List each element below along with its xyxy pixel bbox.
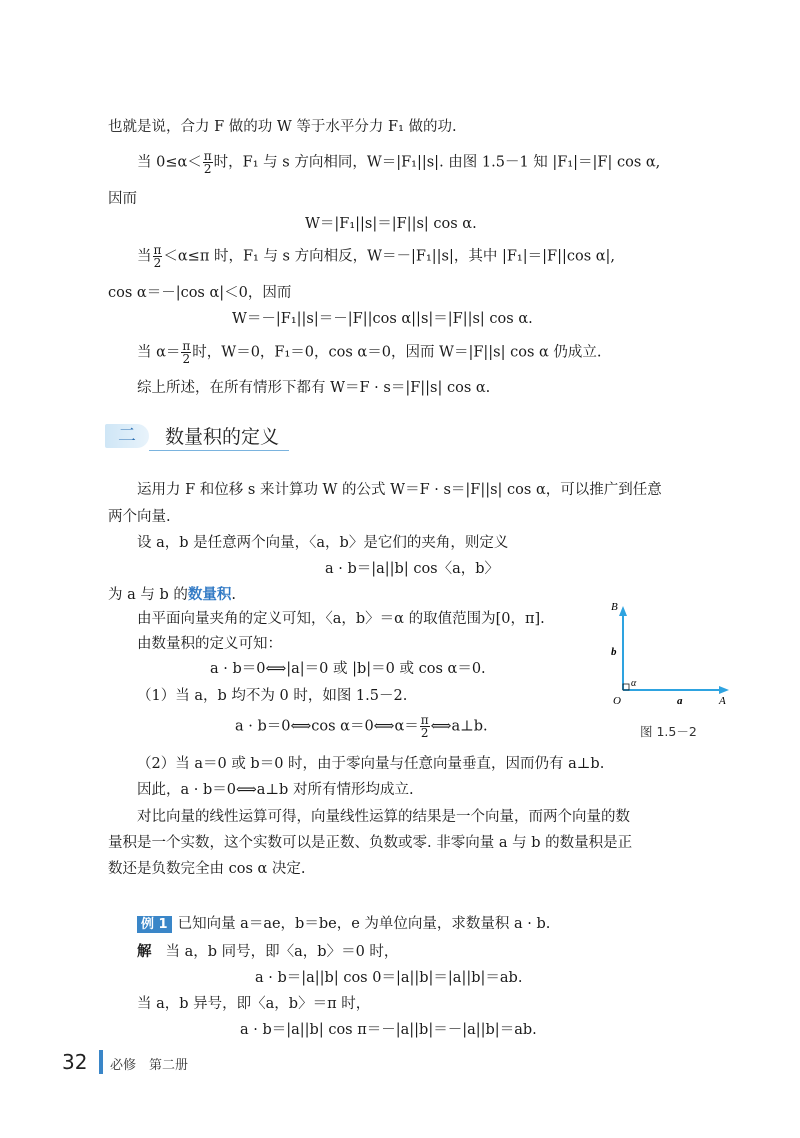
- fraction-numerator: π: [182, 339, 191, 353]
- section-number: 二: [105, 424, 149, 448]
- text-line: （2）当 a＝0 或 b＝0 时，由于零向量与任意向量垂直，因而仍有 a⊥b.: [137, 756, 605, 772]
- fraction: [203, 150, 213, 175]
- text-line: （1）当 a，b 均不为 0 时，如图 1.5－2.: [137, 688, 408, 704]
- section-underline: [149, 450, 289, 451]
- footer-accent-bar: [99, 1050, 103, 1074]
- formula: W＝|F₁||s|＝|F||s| cos α.: [305, 216, 477, 232]
- text-line: 对比向量的线性运算可得，向量线性运算的结果是一个向量，而两个向量的数: [137, 809, 630, 825]
- fraction-denominator: 2: [420, 726, 429, 740]
- text-fragment: 当 α＝: [137, 344, 181, 361]
- vector-a-arrowhead: [719, 686, 729, 694]
- label-a: a: [677, 695, 683, 707]
- example-badge: 例 1: [137, 916, 172, 933]
- formula: a · b＝0⟺|a|＝0 或 |b|＝0 或 cos α＝0.: [210, 661, 486, 677]
- term-highlight: 数量积: [187, 586, 232, 603]
- text-line: 设 a，b 是任意两个向量，〈a，b〉是它们的夹角，则定义: [137, 535, 509, 551]
- text-line: [137, 150, 660, 175]
- fraction-denominator: 2: [153, 256, 162, 270]
- fraction-numerator: π: [203, 149, 212, 163]
- page-number: 32: [62, 1050, 88, 1074]
- text-line: 两个向量.: [108, 509, 171, 525]
- text-line: 由平面向量夹角的定义可知，〈a，b〉＝α 的取值范围为[0，π].: [137, 611, 545, 627]
- label-A: A: [719, 695, 726, 707]
- text-line: 因而: [108, 191, 137, 207]
- text-fragment: .: [231, 587, 236, 603]
- fraction: [181, 340, 191, 365]
- formula: a · b＝|a||b| cos π＝－|a||b|＝－|a||b|＝ab.: [240, 1022, 537, 1038]
- text-fragment: 为 a 与 b 的: [108, 587, 188, 603]
- fraction-numerator: π: [420, 713, 429, 727]
- section-title: 数量积的定义: [165, 426, 280, 448]
- formula: W＝－|F₁||s|＝－|F||cos α||s|＝|F||s| cos α.: [232, 311, 533, 327]
- text-fragment: ＜α≤π 时，F₁ 与 s 方向相反，W＝－|F₁||s|，其中 |F₁|＝|F||cos α|,: [163, 248, 616, 265]
- example-solution-line: [137, 940, 398, 961]
- fraction-denominator: 2: [182, 352, 191, 366]
- fraction-numerator: π: [153, 243, 162, 257]
- text-fragment: 当: [137, 248, 152, 265]
- text-fragment: 已知向量 a＝ae，b＝be，e 为单位向量，求数量积 a · b.: [177, 916, 551, 932]
- fraction-denominator: 2: [203, 162, 212, 176]
- fraction: [420, 714, 430, 739]
- text-line: 因此，a · b＝0⟺a⊥b 对所有情形均成立.: [137, 782, 414, 798]
- text-fragment: a · b＝0⟺cos α＝0⟺α＝: [235, 718, 419, 735]
- text-fragment: 时，F₁ 与 s 方向相同，W＝|F₁||s|. 由图 1.5－1 知 |F₁|＝|F| cos α,: [213, 154, 661, 171]
- solution-label: 解: [137, 943, 152, 960]
- formula: [235, 714, 488, 739]
- vector-b-arrowhead: [619, 606, 627, 616]
- figure-caption: 图 1.5－2: [640, 724, 697, 739]
- label-O: O: [613, 695, 621, 707]
- text-line: 由数量积的定义可知：: [137, 636, 282, 652]
- text-line: 数还是负数完全由 cos α 决定.: [108, 861, 306, 877]
- example-question: [137, 912, 550, 933]
- text-line: 当 a，b 异号，即〈a，b〉＝π 时，: [137, 996, 371, 1012]
- text-line: [108, 583, 236, 604]
- text-fragment: 当 a，b 同号，即〈a，b〉＝0 时，: [165, 944, 399, 960]
- text-line: 量积是一个实数，这个实数可以是正数、负数或零. 非零向量 a 与 b 的数量积是正: [108, 835, 633, 851]
- section-heading: [105, 420, 285, 454]
- label-alpha: α: [631, 678, 637, 689]
- book-label: 必修 第二册: [110, 1058, 189, 1073]
- formula: a · b＝|a||b| cos 0＝|a||b|＝|a||b|＝ab.: [255, 970, 523, 986]
- text-fragment: 时，W＝0，F₁＝0，cos α＝0，因而 W＝|F||s| cos α 仍成立.: [192, 344, 602, 361]
- fraction: [153, 244, 163, 269]
- text-line: 也就是说，合力 F 做的功 W 等于水平分力 F₁ 做的功.: [108, 119, 457, 135]
- label-b: b: [611, 646, 617, 658]
- text-line: 综上所述，在所有情形下都有 W＝F · s＝|F||s| cos α.: [137, 380, 491, 396]
- text-fragment: ⟺a⊥b.: [430, 718, 488, 735]
- text-line: cos α＝－|cos α|＜0，因而: [108, 285, 292, 301]
- figure-svg: [605, 600, 735, 720]
- text-fragment: 当 0≤α＜: [137, 154, 202, 171]
- text-line: [137, 340, 602, 365]
- figure-perpendicular-vectors: [605, 600, 735, 740]
- formula: a · b＝|a||b| cos〈a，b〉: [325, 561, 500, 577]
- text-line: 运用力 F 和位移 s 来计算功 W 的公式 W＝F · s＝|F||s| cos α，可以推广到任意: [137, 482, 662, 498]
- label-B: B: [611, 601, 618, 613]
- text-line: [137, 244, 615, 269]
